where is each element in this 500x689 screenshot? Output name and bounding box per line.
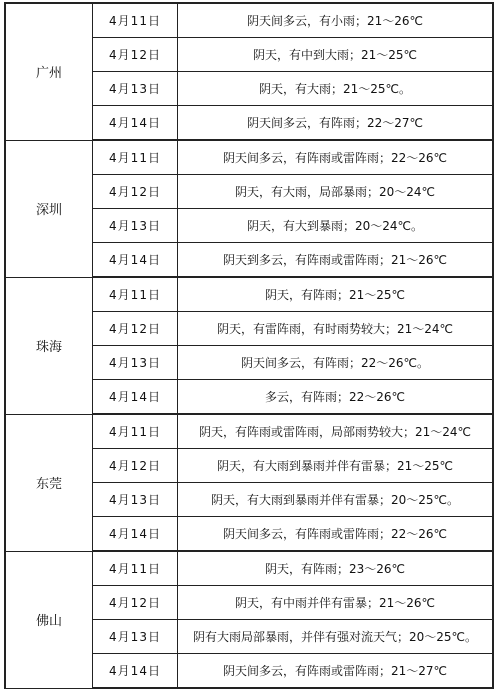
city-name-dongguan: 东莞 bbox=[5, 414, 93, 551]
weather-cell: 阴天，有阵雨；23～26℃ bbox=[178, 551, 494, 586]
weather-cell: 阴天，有大雨，局部暴雨；20～24℃ bbox=[178, 175, 494, 209]
date-cell: 4月13日 bbox=[93, 483, 178, 517]
date-cell: 4月14日 bbox=[93, 243, 178, 278]
date-cell: 4月12日 bbox=[93, 175, 178, 209]
table-row bbox=[5, 3, 493, 38]
weather-cell: 阴天，有阵雨；21～25℃ bbox=[178, 277, 494, 312]
weather-cell: 阴天间多云，有阵雨；22～27℃ bbox=[178, 106, 494, 141]
date-cell: 4月13日 bbox=[93, 72, 178, 106]
table-row bbox=[5, 277, 493, 312]
weather-cell: 多云，有阵雨；22～26℃ bbox=[178, 380, 494, 415]
weather-cell: 阴天间多云，有阵雨或雷阵雨；22～26℃ bbox=[178, 140, 494, 175]
weather-cell: 阴天间多云，有阵雨或雷阵雨；22～26℃ bbox=[178, 517, 494, 552]
weather-cell: 阴天间多云，有阵雨；22～26℃。 bbox=[178, 346, 494, 380]
date-cell: 4月14日 bbox=[93, 654, 178, 689]
weather-cell: 阴天到多云，有阵雨或雷阵雨；21～26℃ bbox=[178, 243, 494, 278]
date-cell: 4月14日 bbox=[93, 380, 178, 415]
city-name-zhuhai: 珠海 bbox=[5, 277, 93, 414]
date-cell: 4月11日 bbox=[93, 277, 178, 312]
weather-cell: 阴天，有大雨到暴雨并伴有雷暴；20～25℃。 bbox=[178, 483, 494, 517]
table-row bbox=[5, 551, 493, 586]
weather-cell: 阴天，有大雨；21～25℃。 bbox=[178, 72, 494, 106]
weather-cell: 阴天，有雷阵雨，有时雨势较大；21～24℃ bbox=[178, 312, 494, 346]
table-row bbox=[5, 140, 493, 175]
weather-cell: 阴天，有大到暴雨；20～24℃。 bbox=[178, 209, 494, 243]
weather-cell: 阴天，有阵雨或雷阵雨，局部雨势较大；21～24℃ bbox=[178, 414, 494, 449]
weather-cell: 阴天间多云，有小雨；21～26℃ bbox=[178, 3, 494, 38]
date-cell: 4月12日 bbox=[93, 38, 178, 72]
date-cell: 4月11日 bbox=[93, 551, 178, 586]
weather-cell: 阴天，有中到大雨；21～25℃ bbox=[178, 38, 494, 72]
weather-cell: 阴有大雨局部暴雨，并伴有强对流天气；20～25℃。 bbox=[178, 620, 494, 654]
date-cell: 4月14日 bbox=[93, 106, 178, 141]
city-name-guangzhou: 广州 bbox=[5, 3, 93, 140]
date-cell: 4月13日 bbox=[93, 346, 178, 380]
date-cell: 4月11日 bbox=[93, 3, 178, 38]
city-name-foshan: 佛山 bbox=[5, 551, 93, 688]
date-cell: 4月12日 bbox=[93, 312, 178, 346]
weather-forecast-table bbox=[4, 2, 494, 689]
table-row bbox=[5, 414, 493, 449]
date-cell: 4月13日 bbox=[93, 209, 178, 243]
weather-cell: 阴天，有中雨并伴有雷暴；21～26℃ bbox=[178, 586, 494, 620]
city-name-shenzhen: 深圳 bbox=[5, 140, 93, 277]
weather-cell: 阴天，有大雨到暴雨并伴有雷暴；21～25℃ bbox=[178, 449, 494, 483]
weather-cell: 阴天间多云，有阵雨或雷阵雨；21～27℃ bbox=[178, 654, 494, 689]
date-cell: 4月11日 bbox=[93, 414, 178, 449]
date-cell: 4月12日 bbox=[93, 449, 178, 483]
date-cell: 4月12日 bbox=[93, 586, 178, 620]
date-cell: 4月11日 bbox=[93, 140, 178, 175]
date-cell: 4月13日 bbox=[93, 620, 178, 654]
date-cell: 4月14日 bbox=[93, 517, 178, 552]
